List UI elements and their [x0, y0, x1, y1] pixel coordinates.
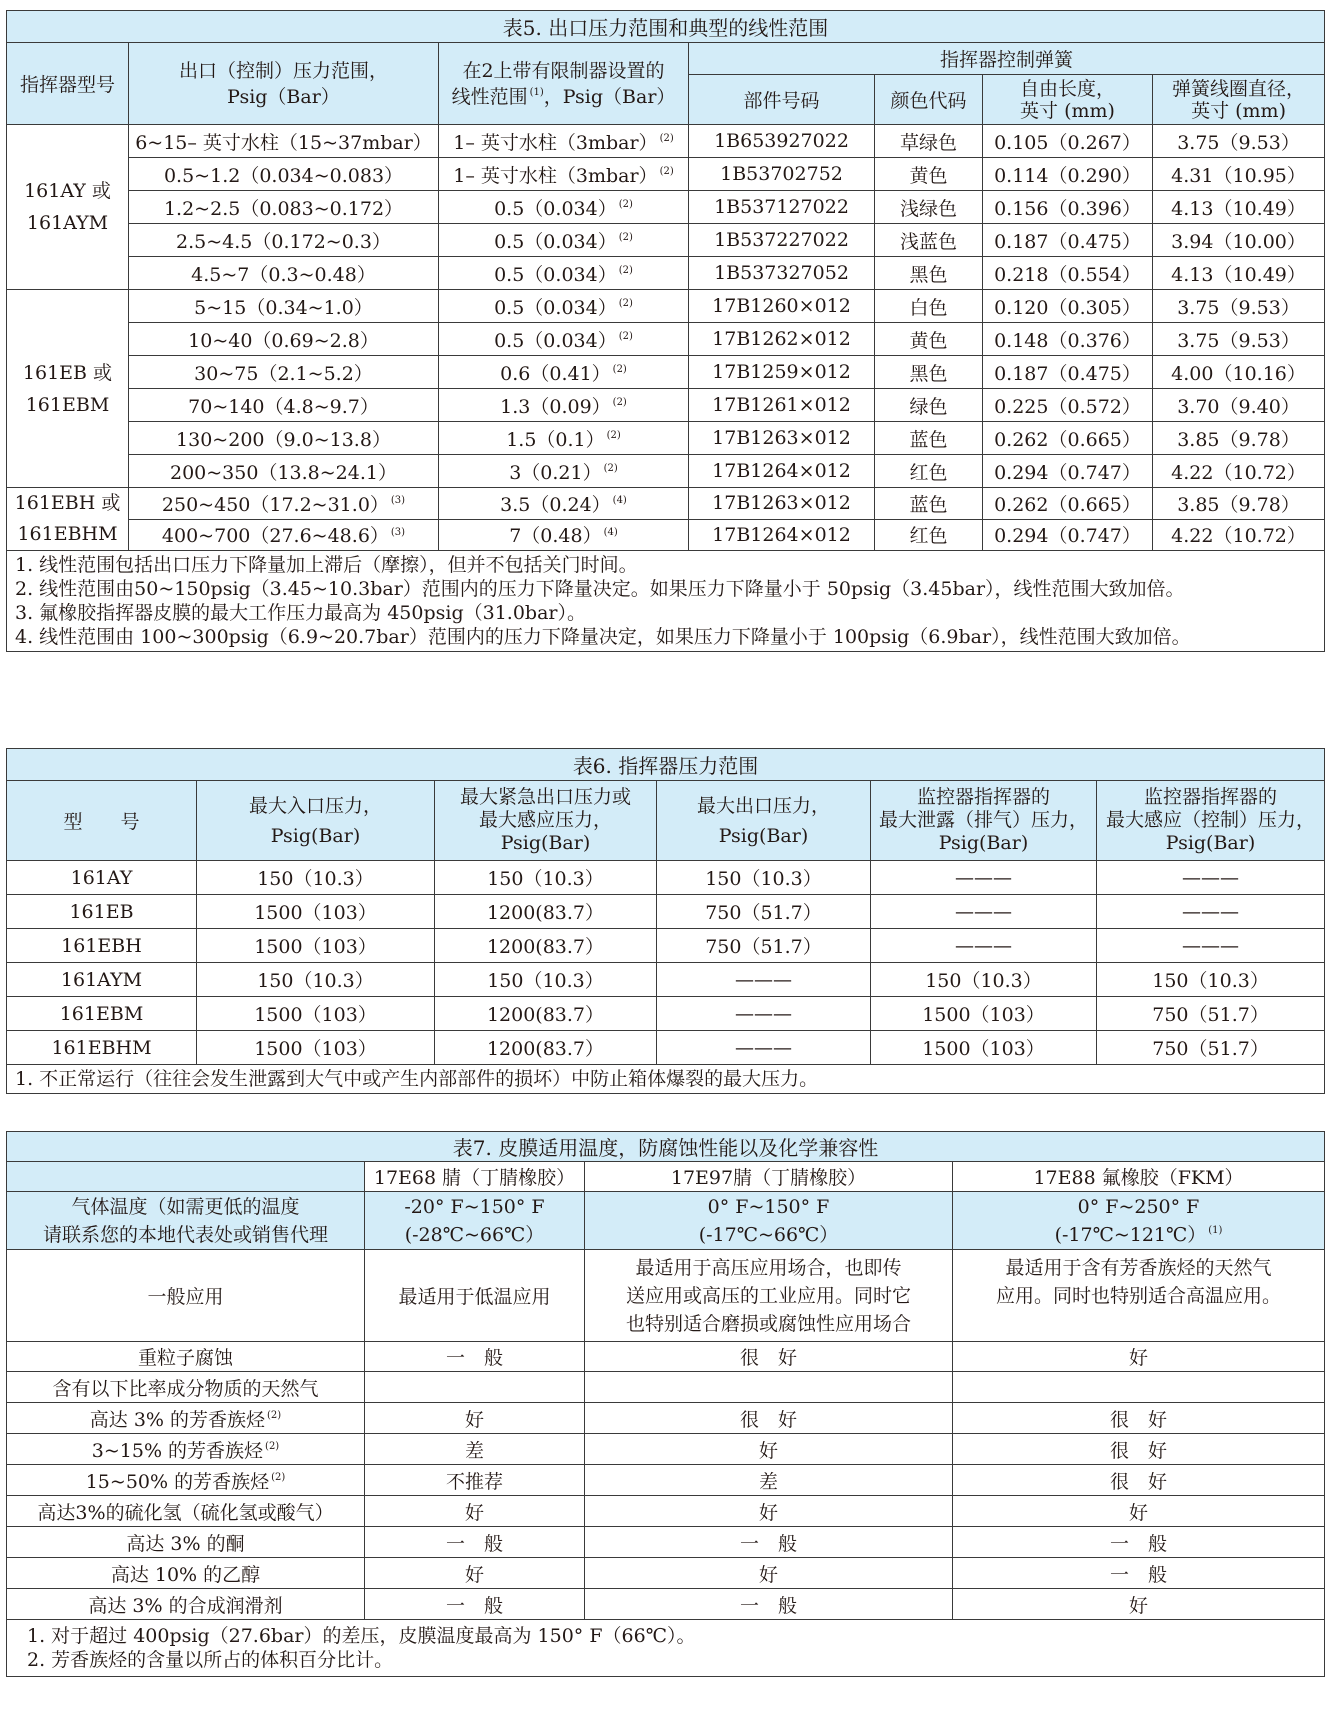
table7-c3-cell: 很 好	[953, 1465, 1325, 1496]
table5-header-part: 部件号码	[689, 75, 875, 125]
table7-note: 2. 芳香族烃的含量以所占的体积百分比计。	[27, 1649, 394, 1671]
table-row	[7, 455, 1325, 488]
table-row	[7, 1465, 1325, 1496]
table-row	[7, 422, 1325, 455]
table-row	[7, 257, 1325, 290]
table5-part-cell: 17B1259×012	[689, 356, 875, 389]
table7-general-c1: 最适用于低温应用	[365, 1250, 585, 1342]
table5-linear-cell: 7（0.48） $^{(4)}$	[439, 519, 689, 551]
table7-title: 表7. 皮膜适用温度，防腐蚀性能以及化学兼容性	[7, 1132, 1325, 1162]
table7-c3-cell: 好	[953, 1589, 1325, 1620]
table6-model-cell: 161AYM	[7, 963, 197, 997]
table5-part-cell: 1B537227022	[689, 224, 875, 257]
table5-linear-cell: 0.5（0.034） $^{(2)}$	[439, 290, 689, 323]
table5-linear-cell: 1– 英寸水柱（3mbar） $^{(2)}$	[439, 125, 689, 158]
table6-vent-cell: ———	[871, 895, 1097, 929]
table5-color-cell: 黄色	[875, 158, 983, 191]
table-row	[7, 861, 1325, 895]
table6-header-inlet: 最大入口压力， Psig(Bar)	[197, 781, 435, 861]
table7-c3-cell: 很 好	[953, 1403, 1325, 1434]
table5-coil-cell: 4.22（10.72）	[1153, 455, 1325, 488]
table7-c2-cell: 一 般	[585, 1589, 953, 1620]
table5-color-cell: 浅绿色	[875, 191, 983, 224]
table5-model-cell: 161EB 或 161EBM	[7, 290, 129, 488]
table6-vent-cell: ———	[871, 861, 1097, 895]
table5-coil-cell: 3.75（9.53）	[1153, 125, 1325, 158]
table5-range-cell: 30~75（2.1~5.2）	[129, 356, 439, 389]
table5-color-cell: 白色	[875, 290, 983, 323]
table5-header-spring: 指挥器控制弹簧	[689, 43, 1325, 75]
table5-part-cell: 1B537327052	[689, 257, 875, 290]
table5-part-cell: 17B1260×012	[689, 290, 875, 323]
table5-header-range: 出口（控制）压力范围， Psig（Bar）	[129, 43, 439, 125]
table7-particle-label: 重粒子腐蚀	[7, 1342, 365, 1372]
table5-free-length-cell: 0.148（0.376）	[983, 323, 1153, 356]
table-row	[7, 1527, 1325, 1558]
table7-c2-cell: 很 好	[585, 1403, 953, 1434]
table6-model-cell: 161AY	[7, 861, 197, 895]
table5-coil-cell: 4.22（10.72）	[1153, 519, 1325, 551]
table-row	[7, 997, 1325, 1031]
table5-coil-cell: 4.13（10.49）	[1153, 257, 1325, 290]
table6-header-model: 型 号	[7, 781, 197, 861]
table5-linear-cell: 1.3（0.09） $^{(2)}$	[439, 389, 689, 422]
table5-header-free-length: 自由长度， 英寸 (mm)	[983, 75, 1153, 125]
table7-row-label: 高达 3% 的芳香族烃 $^{(2)}$	[7, 1403, 365, 1434]
table5-range-cell: 130~200（9.0~13.8）	[129, 422, 439, 455]
table-row	[7, 1031, 1325, 1065]
table5-range-cell: 70~140（4.8~9.7）	[129, 389, 439, 422]
table5-note: 2. 线性范围由50~150psig（3.45~10.3bar）范围内的压力下降量决定。如果压力下降量小于 50psig（3.45bar），线性范围大致加倍。	[15, 578, 1185, 600]
table7-particle-c3: 好	[953, 1342, 1325, 1372]
table5-part-cell: 17B1262×012	[689, 323, 875, 356]
table5-range-cell: 5~15（0.34~1.0）	[129, 290, 439, 323]
table7-c3-cell: 一 般	[953, 1527, 1325, 1558]
table7-gas-label: 含有以下比率成分物质的天然气	[7, 1372, 365, 1403]
table5-linear-cell: 3.5（0.24） $^{(4)}$	[439, 488, 689, 520]
table6-outlet-cell: ———	[657, 1031, 871, 1065]
table6-outlet-cell: 150（10.3）	[657, 861, 871, 895]
table5-coil-cell: 4.31（10.95）	[1153, 158, 1325, 191]
table7-particle-c2: 很 好	[585, 1342, 953, 1372]
table6-inlet-cell: 1500（103）	[197, 1031, 435, 1065]
table5-free-length-cell: 0.218（0.554）	[983, 257, 1153, 290]
table5-part-cell: 1B537127022	[689, 191, 875, 224]
table5-notes	[7, 551, 1325, 652]
table5-range-cell: 250~450（17.2~31.0） $^{(3)}$	[129, 488, 439, 520]
table6-sense-cell: ———	[1097, 861, 1325, 895]
table7-temp-c3: 0° F~250° F (-17℃~121℃） $^{(1)}$	[953, 1192, 1325, 1250]
table6-vent-cell: 1500（103）	[871, 1031, 1097, 1065]
table5-linear-cell: 0.5（0.034） $^{(2)}$	[439, 224, 689, 257]
table5-color-cell: 蓝色	[875, 422, 983, 455]
table5-color-cell: 蓝色	[875, 488, 983, 520]
table6-header-sense: 监控器指挥器的 最大感应（控制）压力， Psig(Bar)	[1097, 781, 1325, 861]
table6-sense-cell: 150（10.3）	[1097, 963, 1325, 997]
table7-body	[7, 1403, 1325, 1620]
table-row	[7, 191, 1325, 224]
table-row	[7, 519, 1325, 551]
table7-row-label: 高达3%的硫化氢（硫化氢或酸气）	[7, 1496, 365, 1527]
table5-linear-cell: 3（0.21） $^{(2)}$	[439, 455, 689, 488]
table5-coil-cell: 3.75（9.53）	[1153, 323, 1325, 356]
table7-general-c2: 最适用于高压应用场合，也即传 送应用或高压的工业应用。同时它 也特别适合磨损或腐蚀性应用场合	[585, 1250, 953, 1342]
table5-coil-cell: 4.13（10.49）	[1153, 191, 1325, 224]
table5-range-cell: 400~700（27.6~48.6） $^{(3)}$	[129, 519, 439, 551]
table6-inlet-cell: 1500（103）	[197, 929, 435, 963]
table5-color-cell: 绿色	[875, 389, 983, 422]
table5-header-color: 颜色代码	[875, 75, 983, 125]
table7-row-label: 高达 10% 的乙醇	[7, 1558, 365, 1589]
table5-range-cell: 1.2~2.5（0.083~0.172）	[129, 191, 439, 224]
table7-temp-c2: 0° F~150° F (-17℃~66℃）	[585, 1192, 953, 1250]
table5-range-cell: 2.5~4.5（0.172~0.3）	[129, 224, 439, 257]
table6-emergency-cell: 150（10.3）	[435, 963, 657, 997]
table6-inlet-cell: 1500（103）	[197, 895, 435, 929]
table6-header-emergency: 最大紧急出口压力或 最大感应压力， Psig(Bar)	[435, 781, 657, 861]
table6-header-outlet: 最大出口压力， Psig(Bar)	[657, 781, 871, 861]
table5-linear-cell: 1.5（0.1） $^{(2)}$	[439, 422, 689, 455]
table5-part-cell: 17B1263×012	[689, 422, 875, 455]
table5-linear-cell: 1– 英寸水柱（3mbar） $^{(2)}$	[439, 158, 689, 191]
table7-c1-cell: 好	[365, 1403, 585, 1434]
table-row	[7, 290, 1325, 323]
table6-emergency-cell: 1200(83.7）	[435, 895, 657, 929]
table6-sense-cell: 750（51.7）	[1097, 1031, 1325, 1065]
table-row	[7, 389, 1325, 422]
table5-free-length-cell: 0.187（0.475）	[983, 356, 1153, 389]
table-row	[7, 488, 1325, 520]
table-row	[7, 125, 1325, 158]
table6-model-cell: 161EBH	[7, 929, 197, 963]
table5-range-cell: 200~350（13.8~24.1）	[129, 455, 439, 488]
table7-row-label: 高达 3% 的合成润滑剂	[7, 1589, 365, 1620]
table7-c1-cell: 好	[365, 1558, 585, 1589]
table6-note: 1. 不正常运行（往往会发生泄露到大气中或产生内部部件的损坏）中防止箱体爆裂的最大压力。	[7, 1065, 1325, 1094]
table5-free-length-cell: 0.120（0.305）	[983, 290, 1153, 323]
table-row	[7, 323, 1325, 356]
table6-model-cell: 161EB	[7, 895, 197, 929]
table5-color-cell: 红色	[875, 455, 983, 488]
table7-particle-c1: 一 般	[365, 1342, 585, 1372]
table5-part-cell: 1B653927022	[689, 125, 875, 158]
table-row	[7, 963, 1325, 997]
table6-model-cell: 161EBM	[7, 997, 197, 1031]
table6-body	[7, 861, 1325, 1065]
table5-part-cell: 1B53702752	[689, 158, 875, 191]
table-row	[7, 158, 1325, 191]
table7-c1-cell: 差	[365, 1434, 585, 1465]
table5-title: 表5. 出口压力范围和典型的线性范围	[7, 11, 1325, 43]
table5-body	[7, 125, 1325, 551]
table5-coil-cell: 3.94（10.00）	[1153, 224, 1325, 257]
table6-pilot-pressure-ranges	[6, 748, 1325, 1094]
table5-linear-cell: 0.5（0.034） $^{(2)}$	[439, 257, 689, 290]
table5-linear-cell: 0.6（0.41） $^{(2)}$	[439, 356, 689, 389]
table-row	[7, 1496, 1325, 1527]
table7-header-c3: 17E88 氟橡胶（FKM）	[953, 1162, 1325, 1192]
table7-diaphragm-compatibility	[6, 1131, 1325, 1677]
table5-free-length-cell: 0.156（0.396）	[983, 191, 1153, 224]
table5-header-coil-diameter: 弹簧线圈直径， 英寸 (mm)	[1153, 75, 1325, 125]
table5-range-cell: 4.5~7（0.3~0.48）	[129, 257, 439, 290]
table5-coil-cell: 4.00（10.16）	[1153, 356, 1325, 389]
table7-c1-cell: 好	[365, 1496, 585, 1527]
table5-header-linear: 在2上带有限制器设置的 线性范围 $^{(1)}$，Psig（Bar）	[439, 43, 689, 125]
table6-sense-cell: ———	[1097, 929, 1325, 963]
table5-range-cell: 10~40（0.69~2.8）	[129, 323, 439, 356]
table5-linear-cell: 0.5（0.034） $^{(2)}$	[439, 323, 689, 356]
table5-free-length-cell: 0.262（0.665）	[983, 488, 1153, 520]
table5-color-cell: 黑色	[875, 356, 983, 389]
table5-coil-cell: 3.75（9.53）	[1153, 290, 1325, 323]
table6-header-vent: 监控器指挥器的 最大泄露（排气）压力， Psig(Bar)	[871, 781, 1097, 861]
table6-title: 表6. 指挥器压力范围	[7, 749, 1325, 781]
table6-sense-cell: ———	[1097, 895, 1325, 929]
table-row	[7, 356, 1325, 389]
table7-temp-c1: -20° F~150° F (-28℃~66℃）	[365, 1192, 585, 1250]
table7-c3-cell: 很 好	[953, 1434, 1325, 1465]
table5-linear-cell: 0.5（0.034） $^{(2)}$	[439, 191, 689, 224]
table6-emergency-cell: 150（10.3）	[435, 861, 657, 895]
table6-emergency-cell: 1200(83.7）	[435, 997, 657, 1031]
table7-row-label: 3~15% 的芳香族烃 $^{(2)}$	[7, 1434, 365, 1465]
table-row	[7, 1558, 1325, 1589]
table7-c2-cell: 一 般	[585, 1527, 953, 1558]
table5-note: 1. 线性范围包括出口压力下降量加上滞后（摩擦），但并不包括关门时间。	[15, 554, 638, 576]
table6-vent-cell: 150（10.3）	[871, 963, 1097, 997]
table5-color-cell: 浅蓝色	[875, 224, 983, 257]
table7-header-empty	[7, 1162, 365, 1192]
table7-c2-cell: 好	[585, 1434, 953, 1465]
table5-coil-cell: 3.85（9.78）	[1153, 488, 1325, 520]
table6-inlet-cell: 150（10.3）	[197, 963, 435, 997]
table5-color-cell: 黑色	[875, 257, 983, 290]
table5-coil-cell: 3.85（9.78）	[1153, 422, 1325, 455]
table7-temp-label: 气体温度（如需更低的温度 请联系您的本地代表处或销售代理	[7, 1192, 365, 1250]
table6-outlet-cell: ———	[657, 963, 871, 997]
table6-outlet-cell: ———	[657, 997, 871, 1031]
table7-row-label: 高达 3% 的酮	[7, 1527, 365, 1558]
table5-color-cell: 草绿色	[875, 125, 983, 158]
table-row	[7, 1434, 1325, 1465]
table5-part-cell: 17B1264×012	[689, 519, 875, 551]
table6-outlet-cell: 750（51.7）	[657, 895, 871, 929]
table5-free-length-cell: 0.114（0.290）	[983, 158, 1153, 191]
table5-free-length-cell: 0.187（0.475）	[983, 224, 1153, 257]
table7-c1-cell: 一 般	[365, 1527, 585, 1558]
table-row	[7, 224, 1325, 257]
table7-c2-cell: 好	[585, 1496, 953, 1527]
table5-free-length-cell: 0.105（0.267）	[983, 125, 1153, 158]
table7-row-label: 15~50% 的芳香族烃 $^{(2)}$	[7, 1465, 365, 1496]
table7-c2-cell: 好	[585, 1558, 953, 1589]
table6-inlet-cell: 150（10.3）	[197, 861, 435, 895]
table6-vent-cell: ———	[871, 929, 1097, 963]
table6-outlet-cell: 750（51.7）	[657, 929, 871, 963]
table5-model-cell: 161EBH 或 161EBHM	[7, 488, 129, 551]
table5-model-cell: 161AY 或 161AYM	[7, 125, 129, 290]
table5-range-cell: 0.5~1.2（0.034~0.083）	[129, 158, 439, 191]
table7-notes	[7, 1620, 1325, 1677]
table5-outlet-pressure-ranges	[6, 10, 1325, 652]
table6-sense-cell: 750（51.7）	[1097, 997, 1325, 1031]
table5-free-length-cell: 0.294（0.747）	[983, 519, 1153, 551]
table5-header-model: 指挥器型号	[7, 43, 129, 125]
table6-inlet-cell: 1500（103）	[197, 997, 435, 1031]
table6-emergency-cell: 1200(83.7）	[435, 929, 657, 963]
table5-color-cell: 红色	[875, 519, 983, 551]
table-row	[7, 929, 1325, 963]
table5-part-cell: 17B1264×012	[689, 455, 875, 488]
table-row	[7, 1589, 1325, 1620]
table-row	[7, 895, 1325, 929]
table5-color-cell: 黄色	[875, 323, 983, 356]
table7-c2-cell: 差	[585, 1465, 953, 1496]
table5-coil-cell: 3.70（9.40）	[1153, 389, 1325, 422]
table7-general-c3: 最适用于含有芳香族烃的天然气 应用。同时也特别适合高温应用。	[953, 1250, 1325, 1342]
table7-c3-cell: 一 般	[953, 1558, 1325, 1589]
table5-note: 3. 氟橡胶指挥器皮膜的最大工作压力最高为 450psig（31.0bar）。	[15, 602, 587, 624]
table5-part-cell: 17B1261×012	[689, 389, 875, 422]
table7-header-c1: 17E68 腈（丁腈橡胶）	[365, 1162, 585, 1192]
table7-c3-cell: 好	[953, 1496, 1325, 1527]
table-row	[7, 1403, 1325, 1434]
table7-note: 1. 对于超过 400psig（27.6bar）的差压，皮膜温度最高为 150° F（66℃）。	[27, 1625, 696, 1647]
table6-model-cell: 161EBHM	[7, 1031, 197, 1065]
table6-emergency-cell: 1200(83.7）	[435, 1031, 657, 1065]
table5-free-length-cell: 0.225（0.572）	[983, 389, 1153, 422]
table5-range-cell: 6~15– 英寸水柱（15~37mbar）	[129, 125, 439, 158]
table7-general-label: 一般应用	[7, 1250, 365, 1342]
table6-vent-cell: 1500（103）	[871, 997, 1097, 1031]
table5-note: 4. 线性范围由 100~300psig（6.9~20.7bar）范围内的压力下降量决定，如果压力下降量小于 100psig（6.9bar），线性范围大致加倍。	[15, 626, 1191, 648]
table7-header-c2: 17E97腈（丁腈橡胶）	[585, 1162, 953, 1192]
table7-c1-cell: 不推荐	[365, 1465, 585, 1496]
table5-part-cell: 17B1263×012	[689, 488, 875, 520]
table5-free-length-cell: 0.262（0.665）	[983, 422, 1153, 455]
table5-free-length-cell: 0.294（0.747）	[983, 455, 1153, 488]
table7-c1-cell: 一 般	[365, 1589, 585, 1620]
